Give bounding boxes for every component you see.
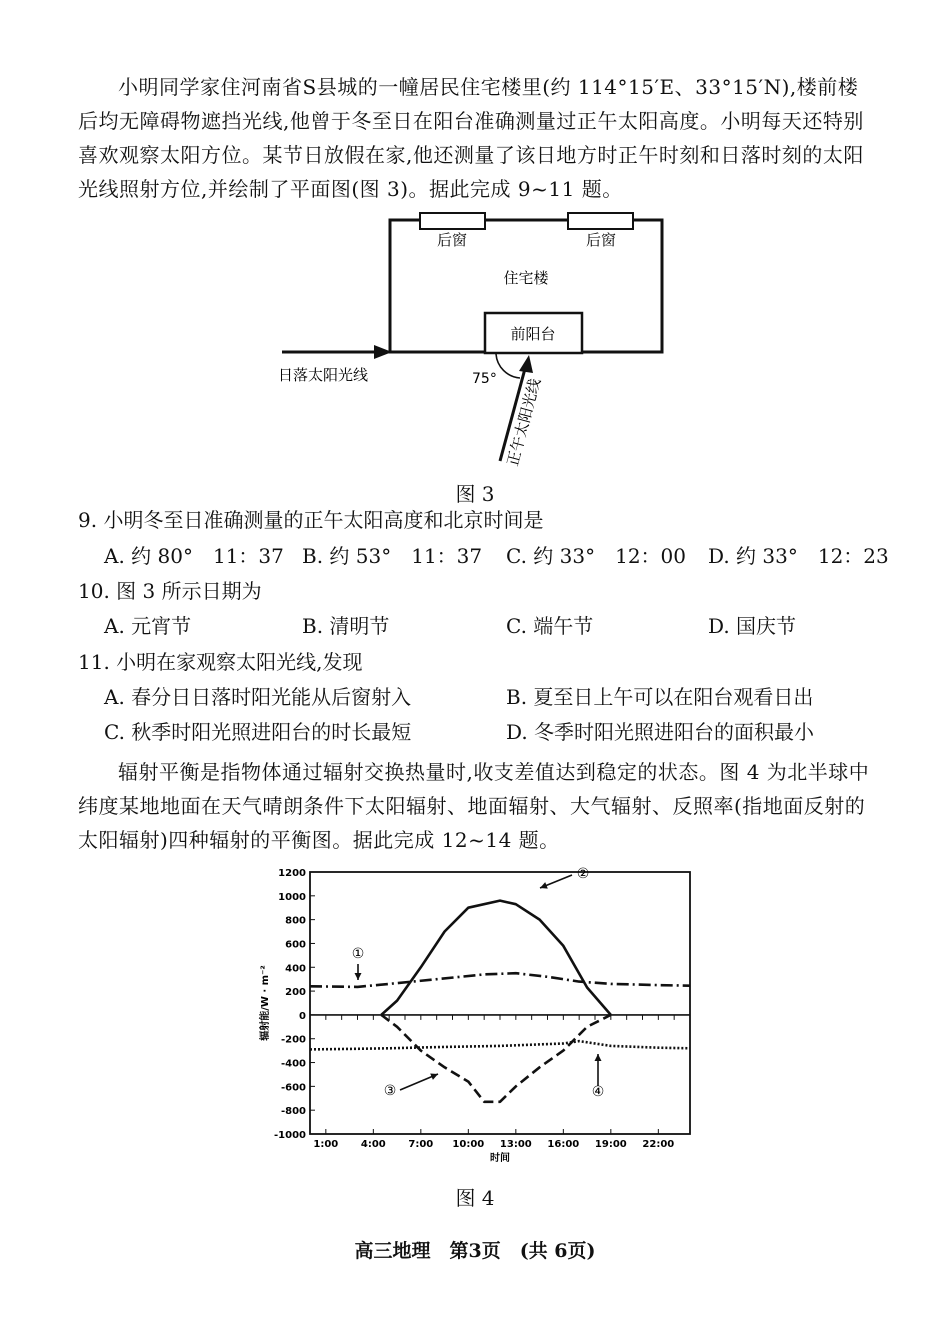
question-10-option-c: C. 端午节 (506, 614, 594, 638)
series-label-3: ③ (383, 1083, 397, 1099)
y-tick-label: 800 (285, 915, 306, 927)
x-tick-label: 19:00 (594, 1139, 627, 1150)
y-tick-label: -1000 (274, 1130, 306, 1141)
noon-ray-arrowhead (519, 355, 533, 373)
x-tick-label: 22:00 (642, 1139, 675, 1150)
series-label-arrowhead-1 (355, 973, 362, 980)
series-line-3 (381, 1015, 611, 1102)
back-window-left (420, 213, 485, 229)
question-11-stem: 11. 小明在家观察太阳光线,发现 (78, 650, 363, 674)
question-11-option-a: A. 春分日日落时阳光能从后窗射入 (104, 685, 412, 709)
y-tick-label: 0 (299, 1010, 306, 1022)
figure-3-caption: 图 3 (455, 482, 495, 506)
plot-frame (310, 872, 690, 1134)
y-tick-label: -600 (280, 1082, 306, 1094)
series-label-1: ① (351, 946, 365, 962)
series-label-4: ④ (591, 1084, 605, 1100)
x-tick-label: 7:00 (408, 1139, 434, 1150)
series-line-1 (310, 973, 690, 987)
question-11-option-d: D. 冬季时阳光照进阳台的面积最小 (506, 720, 815, 744)
question-9-option-b: B. 约 53° 11：37 (302, 544, 483, 568)
figure-4-chart (250, 862, 700, 1172)
x-tick-label: 10:00 (452, 1139, 485, 1150)
angle-arc (496, 354, 520, 378)
x-tick-label: 13:00 (499, 1139, 532, 1150)
y-tick-label: -200 (280, 1034, 306, 1046)
series-label-2: ② (576, 866, 590, 882)
angle-label: 75° (472, 371, 497, 387)
page-footer: 高三地理 第3页 (共 6页) (354, 1240, 596, 1262)
sunset-ray-label: 日落太阳光线 (278, 366, 369, 384)
question-9-option-c: C. 约 33° 12：00 (506, 544, 687, 568)
question-10-option-a: A. 元宵节 (104, 614, 192, 638)
x-tick-label: 1:00 (313, 1139, 339, 1150)
intro-paragraph-1: 小明同学家住河南省S县城的一幢居民住宅楼里(约 114°15′E、33°15′N),楼前楼后均无障碍物遮挡光线,他曾于冬至日在阳台准确测量过正午太阳高度。小明每天还特别喜欢观察太阳方位。某节日放假在家,他还测量了该日地方时正午时刻和日落时刻的太阳光线照射方位,并绘制了平面图(图 3)。据此完成 9~11 题。 (78, 75, 864, 201)
series-label-arrowhead-4 (595, 1054, 602, 1061)
y-tick-label: -400 (280, 1058, 306, 1070)
noon-ray-label: 正午太阳光线 (503, 376, 545, 469)
intro-paragraph-2: 辐射平衡是指物体通过辐射交换热量时,收支差值达到稳定的状态。图 4 为北半球中纬度某地地面在天气晴朗条件下太阳辐射、地面辐射、大气辐射、反照率(指地面反射的太阳辐射)四种辐射的平衡图。据此完成 12~14 题。 (78, 760, 870, 852)
question-9-option-d: D. 约 33° 12：23 (708, 544, 889, 568)
question-10-stem: 10. 图 3 所示日期为 (78, 579, 262, 603)
back-window-left-label: 后窗 (436, 231, 468, 249)
x-tick-label: 16:00 (547, 1139, 580, 1150)
y-tick-label: 1200 (278, 868, 306, 879)
x-tick-label: 4:00 (360, 1139, 386, 1150)
y-tick-label: -800 (280, 1106, 306, 1118)
series-line-4 (310, 1041, 690, 1049)
x-axis-label: 时间 (490, 1153, 510, 1164)
front-balcony-label: 前阳台 (510, 325, 556, 343)
building-label: 住宅楼 (503, 269, 549, 287)
figure-3-diagram (270, 205, 690, 475)
y-tick-label: 600 (285, 939, 306, 951)
back-window-right-label: 后窗 (585, 231, 617, 249)
question-9-option-a: A. 约 80° 11：37 (104, 544, 284, 568)
question-11-option-c: C. 秋季时阳光照进阳台的时长最短 (104, 720, 412, 744)
y-tick-label: 1000 (278, 891, 306, 903)
y-tick-label: 200 (285, 987, 306, 999)
question-11-option-b: B. 夏至日上午可以在阳台观看日出 (506, 685, 814, 709)
question-10-option-d: D. 国庆节 (708, 614, 797, 638)
series-line-2 (381, 901, 611, 1015)
figure-4-caption: 图 4 (455, 1186, 495, 1210)
y-axis-label: 辐射能/W · m⁻² (260, 965, 271, 1041)
question-9-stem: 9. 小明冬至日准确测量的正午太阳高度和北京时间是 (78, 508, 544, 532)
y-tick-label: 400 (285, 963, 306, 975)
back-window-right (568, 213, 633, 229)
question-10-option-b: B. 清明节 (302, 614, 390, 638)
